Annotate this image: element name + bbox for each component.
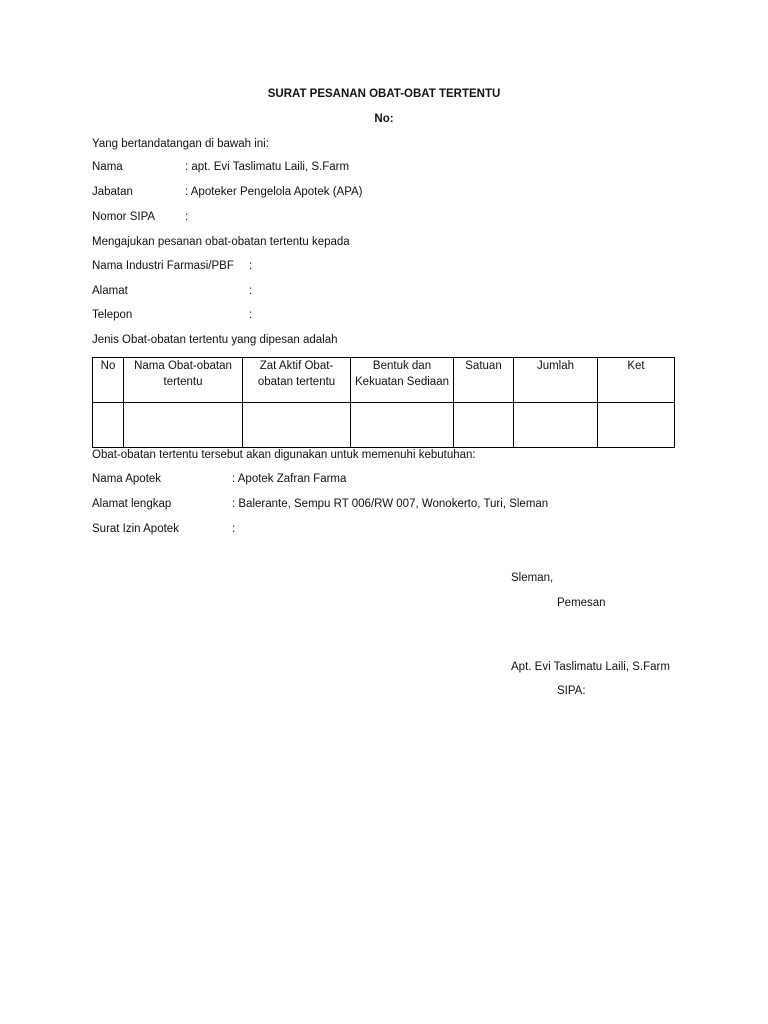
supplier-name-value: : (249, 260, 253, 272)
header-dosage-form: Bentuk dan Kekuatan Sediaan (351, 358, 454, 403)
header-no: No (93, 358, 124, 403)
pharmacy-license-label: Surat Izin Apotek (92, 523, 179, 535)
pharmacy-name-label: Nama Apotek (92, 473, 162, 485)
pharmacy-license-value: : (232, 523, 236, 535)
signer-name-label: Nama (92, 161, 123, 173)
signature-role: Pemesan (557, 597, 606, 609)
document-number-label: No: (374, 113, 394, 125)
document-title: SURAT PESANAN OBAT-OBAT TERTENTU (267, 88, 501, 100)
cell-note (598, 403, 675, 448)
request-line: Mengajukan pesanan obat-obatan tertentu kepada (92, 236, 350, 248)
header-active-substance: Zat Aktif Obat-obatan tertentu (243, 358, 351, 403)
signature-name: Apt. Evi Taslimatu Laili, S.Farm (511, 661, 670, 673)
signer-sipa-value: : (185, 211, 189, 223)
supplier-name-label: Nama Industri Farmasi/PBF (92, 260, 234, 272)
pharmacy-address-label: Alamat lengkap (92, 498, 172, 510)
order-table (92, 357, 675, 448)
signer-sipa-label: Nomor SIPA (92, 211, 156, 223)
signature-sipa: SIPA: (557, 685, 586, 697)
pharmacy-name-value: : Apotek Zafran Farma (232, 473, 347, 485)
table-intro: Jenis Obat-obatan tertentu yang dipesan adalah (92, 334, 338, 346)
supplier-phone-value: : (249, 309, 253, 321)
signature-place: Sleman, (511, 572, 554, 584)
purpose-line: Obat-obatan tertentu tersebut akan digunakan untuk memenuhi kebutuhan: (92, 449, 476, 461)
table-header-row (93, 358, 675, 403)
header-quantity: Jumlah (514, 358, 598, 403)
cell-quantity (514, 403, 598, 448)
header-drug-name: Nama Obat-obatan tertentu (124, 358, 243, 403)
signer-position-value: : Apoteker Pengelola Apotek (APA) (185, 186, 363, 198)
cell-dosage-form (351, 403, 454, 448)
table-row (93, 403, 675, 448)
intro-text: Yang bertandatangan di bawah ini: (92, 138, 269, 150)
header-note: Ket (598, 358, 675, 403)
supplier-address-value: : (249, 285, 253, 297)
cell-active-substance (243, 403, 351, 448)
pharmacy-address-value: : Balerante, Sempu RT 006/RW 007, Wonokerto, Turi, Sleman (232, 498, 549, 510)
signer-name-value: : apt. Evi Taslimatu Laili, S.Farm (185, 161, 350, 173)
signer-position-label: Jabatan (92, 186, 133, 198)
header-unit: Satuan (454, 358, 514, 403)
cell-drug-name (124, 403, 243, 448)
cell-no (93, 403, 124, 448)
supplier-phone-label: Telepon (92, 309, 133, 321)
cell-unit (454, 403, 514, 448)
supplier-address-label: Alamat (92, 285, 128, 297)
